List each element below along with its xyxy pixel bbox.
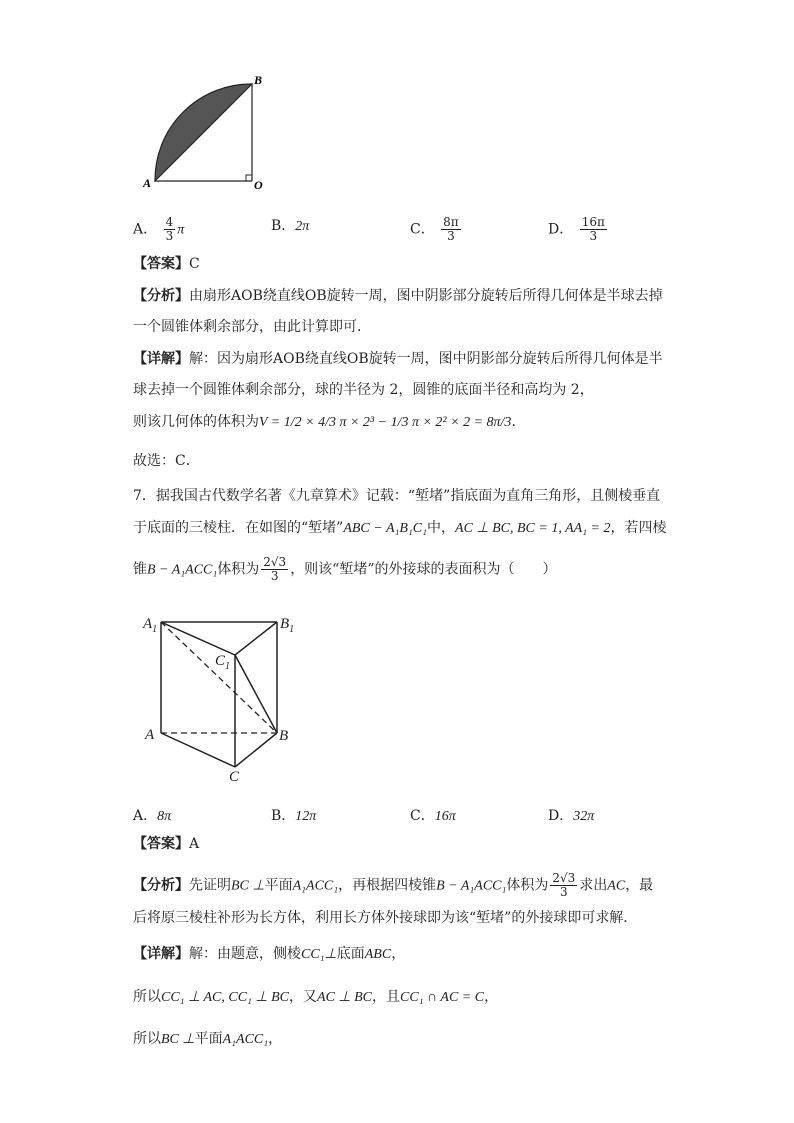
q6-option-b: B．2π	[271, 218, 310, 234]
label-a: A	[145, 727, 155, 743]
right-angle-mark	[246, 175, 252, 181]
q7-option-c: C．16π	[410, 808, 456, 824]
label-c: C	[229, 769, 240, 785]
q7-option-d: D．32π	[548, 808, 595, 824]
prism-figure	[140, 605, 310, 785]
label-a1: $A_1$	[143, 616, 158, 635]
q7-detail-line1: 【详解】解：由题意，侧棱CC₁⊥底面ABC，	[133, 946, 406, 962]
q7-detail-line3: 所以BC ⊥平面A₁ACC₁，	[133, 1031, 283, 1047]
q6-detail-line1: 【详解】解：因为扇形AOB绕直线OB旋转一周，图中阴影部分旋转后所得几何体是半	[133, 351, 663, 367]
q7-analysis-line1: 【分析】先证明BC ⊥平面A₁ACC₁，再根据四棱锥B − A₁ACC₁体积为 $\frac{2√3}{3}$ 求出AC，最	[133, 871, 654, 899]
q6-option-d: D． $\frac{16\pi}{3}$	[548, 215, 605, 243]
edge-c1-b1	[235, 622, 277, 655]
edge-c1-b	[235, 655, 277, 733]
label-c1: $C_1$	[215, 653, 231, 672]
q6-conclusion: 故选：C．	[133, 453, 200, 469]
shaded-segment	[155, 84, 252, 181]
volume-formula: V = 1/2 × 4/3 π × 2³ − 1/3 π × 2² × 2 = 8π/3	[259, 415, 512, 430]
q7-analysis-line2: 后将原三棱柱补形为长方体，利用长方体外接球即为该“堑堵”的外接球即可求解．	[133, 910, 638, 926]
q6-option-c: C． $\frac{8\pi}{3}$	[410, 215, 459, 243]
q6-analysis-line1: 【分析】由扇形AOB绕直线OB旋转一周，图中阴影部分旋转后所得几何体是半球去掉	[133, 288, 663, 304]
edge-c-b	[235, 733, 277, 767]
label-b1: $B_1$	[280, 616, 295, 635]
label-b: B	[279, 728, 289, 744]
q7-option-a: A．8π	[133, 808, 172, 824]
q6-option-a: A． $\frac{4}{3}$ π	[133, 215, 185, 243]
q7-stem-line2: 于底面的三棱柱．在如图的“堑堵”ABC − A₁B₁C₁中，AC ⊥ BC, BC = 1, AA₁ = 2，若四棱	[133, 520, 667, 536]
sector-figure	[140, 70, 270, 195]
label-b: B	[254, 73, 263, 87]
dashed-a1-b	[161, 622, 277, 733]
q7-stem-line1: 7．据我国古代数学名著《九章算术》记载：“堑堵”指底面为直角三角形，且侧棱垂直	[133, 488, 661, 504]
q7-answer: 【答案】A	[133, 836, 200, 852]
label-a: A	[143, 176, 152, 190]
q6-detail-line3: 则该几何体的体积为V = 1/2 × 4/3 π × 2³ − 1/3 π × 2² × 2 = 8π/3．	[133, 414, 526, 430]
q7-detail-line2: 所以CC₁ ⊥ AC, CC₁ ⊥ BC，又AC ⊥ BC，且CC₁ ∩ AC = C，	[133, 989, 499, 1005]
q7-option-b: B．12π	[271, 808, 317, 824]
q6-analysis-line2: 一个圆锥体剩余部分，由此计算即可．	[133, 319, 371, 335]
q6-answer: 【答案】C	[133, 256, 200, 272]
q7-stem-line3: 锥B − A₁ACC₁体积为 $\frac{2√3}{3}$ ，则该“堑堵”的外接球的表面积为（ ）	[133, 555, 557, 583]
edge-a1-c1	[161, 622, 235, 655]
edge-a-c	[161, 733, 235, 767]
label-o: O	[254, 178, 263, 192]
q6-detail-line2: 球去掉一个圆锥体剩余部分，球的半径为 2，圆锥的底面半径和高均为 2，	[133, 382, 594, 398]
